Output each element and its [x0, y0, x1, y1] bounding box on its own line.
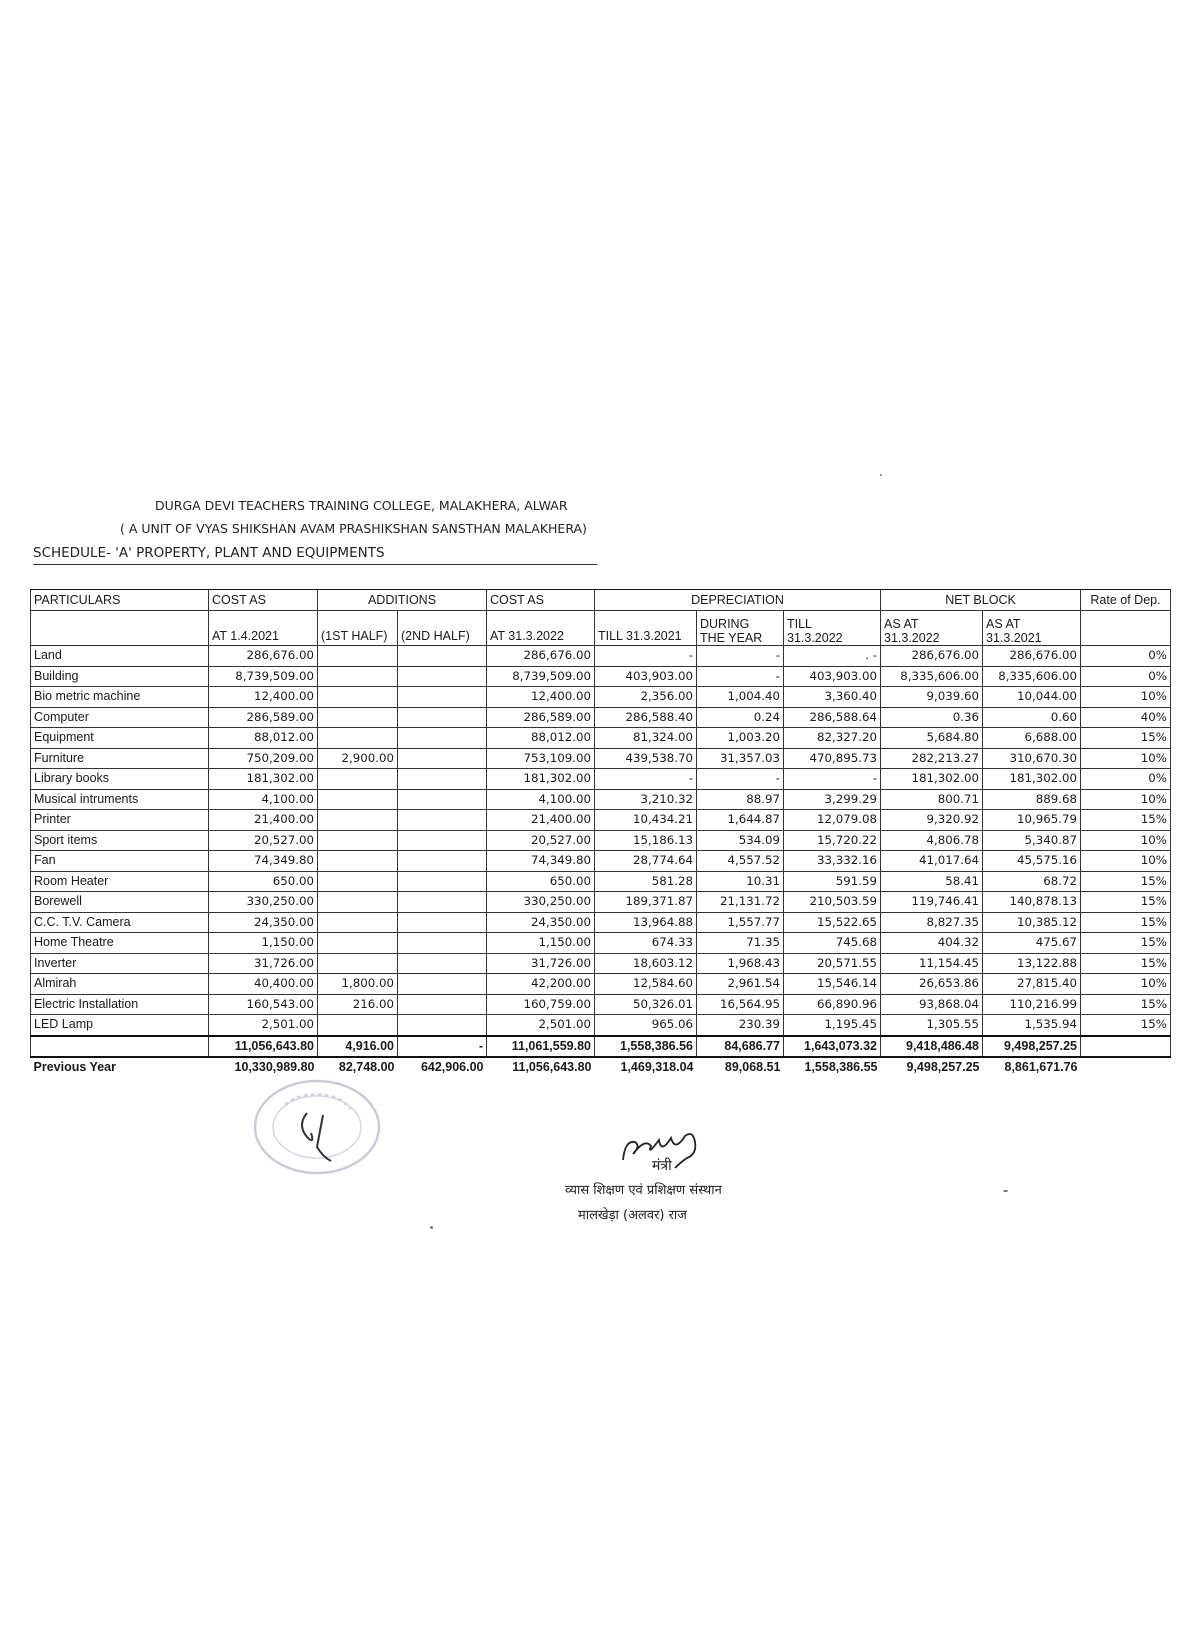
cell-add2: [398, 666, 487, 687]
cell-nb-close: 11,154.45: [881, 953, 983, 974]
asset-name: Inverter: [31, 953, 209, 974]
asset-name: Fan: [31, 851, 209, 872]
signatory-title: मंत्री: [652, 1158, 672, 1174]
total-add-first-half: 4,916.00: [318, 1036, 398, 1058]
cell-nb-close: 4,806.78: [881, 830, 983, 851]
prev-rate-cell: [1081, 1057, 1171, 1077]
cell-dep-year: 0.24: [697, 707, 784, 728]
cell-add2: [398, 769, 487, 790]
cell-nb-open: 889.68: [983, 789, 1081, 810]
table-row: [31, 912, 1171, 933]
cell-dep-open: 3,210.32: [595, 789, 697, 810]
unit-name: ( A UNIT OF VYAS SHIKSHAN AVAM PRASHIKSHAN SANSTHAN MALAKHERA): [120, 521, 587, 536]
cell-dep-year: 21,131.72: [697, 892, 784, 913]
table-row: [31, 994, 1171, 1015]
cell-rate: 10%: [1081, 830, 1171, 851]
cell-add2: [398, 851, 487, 872]
cell-rate: 15%: [1081, 871, 1171, 892]
cell-nb-close: 58.41: [881, 871, 983, 892]
stamp-lettering-arc: [285, 1095, 351, 1109]
table-row: [31, 851, 1171, 872]
asset-name: Borewell: [31, 892, 209, 913]
cell-rate: 15%: [1081, 994, 1171, 1015]
table-row: [31, 666, 1171, 687]
cell-dep-close: 66,890.96: [784, 994, 881, 1015]
cell-cost-close: 181,302.00: [487, 769, 595, 790]
table-row: [31, 748, 1171, 769]
cell-dep-open: 286,588.40: [595, 707, 697, 728]
cell-dep-close: 82,327.20: [784, 728, 881, 749]
cell-nb-open: 0.60: [983, 707, 1081, 728]
cell-cost-close: 24,350.00: [487, 912, 595, 933]
cell-cost-close: 1,150.00: [487, 933, 595, 954]
header-row-2: [31, 611, 1171, 646]
cell-cost-open: 330,250.00: [209, 892, 318, 913]
cell-add2: [398, 892, 487, 913]
prev-cost-open: 10,330,989.80: [234, 1060, 315, 1074]
col-nb-close: [881, 611, 983, 646]
signatory-org-line2: मालखेड़ा (अलवर) राज: [578, 1208, 687, 1223]
col-rate: Rate of Dep.: [1081, 590, 1171, 611]
cell-cost-open: 20,527.00: [209, 830, 318, 851]
cell-add2: [398, 789, 487, 810]
cell-nb-open: 475.67: [983, 933, 1081, 954]
total-dep-year: 84,686.77: [697, 1036, 784, 1058]
cell-add1: [318, 687, 398, 708]
prev-dep-year: 89,068.51: [724, 1060, 781, 1074]
cell-dep-year: 534.09: [697, 830, 784, 851]
cell-rate: 10%: [1081, 687, 1171, 708]
cell-nb-open: 140,878.13: [983, 892, 1081, 913]
cell-add1: [318, 707, 398, 728]
cell-add2: [398, 953, 487, 974]
cell-dep-close: 33,332.16: [784, 851, 881, 872]
cell-dep-close: 3,360.40: [784, 687, 881, 708]
cell-nb-open: 13,122.88: [983, 953, 1081, 974]
asset-name: Bio metric machine: [31, 687, 209, 708]
cell-add1: [318, 769, 398, 790]
cell-nb-close: 119,746.41: [881, 892, 983, 913]
cell-dep-close: 591.59: [784, 871, 881, 892]
table-row: [31, 687, 1171, 708]
col-dep-till-line2: 31.3.2022: [787, 631, 843, 645]
cell-nb-close: 5,684.80: [881, 728, 983, 749]
table-row: [31, 810, 1171, 831]
col-particulars: PARTICULARS: [31, 590, 209, 611]
cell-dep-open: 2,356.00: [595, 687, 697, 708]
cell-add2: [398, 830, 487, 851]
scan-speck: [880, 474, 882, 476]
col-nb-close-line1: AS AT: [884, 617, 919, 631]
cell-rate: 10%: [1081, 789, 1171, 810]
cell-rate: 15%: [1081, 810, 1171, 831]
col-dep-till-close: [784, 611, 881, 646]
cell-dep-close: 210,503.59: [784, 892, 881, 913]
cell-nb-open: 8,335,606.00: [983, 666, 1081, 687]
cell-add2: [398, 912, 487, 933]
cell-add2: [398, 646, 487, 667]
stamp-handwritten-mark: [302, 1113, 312, 1140]
cell-dep-close: 15,720.22: [784, 830, 881, 851]
cell-add2: [398, 994, 487, 1015]
cell-dep-close: 15,522.65: [784, 912, 881, 933]
cell-dep-close: 12,079.08: [784, 810, 881, 831]
cell-cost-close: 2,501.00: [487, 1015, 595, 1036]
cell-cost-close: 42,200.00: [487, 974, 595, 995]
table-row: [31, 769, 1171, 790]
cell-nb-open: 27,815.40: [983, 974, 1081, 995]
table-row: [31, 892, 1171, 913]
col-net-block: NET BLOCK: [881, 590, 1081, 611]
cell-add1: [318, 871, 398, 892]
cell-rate: 40%: [1081, 707, 1171, 728]
total-add-second-half: -: [398, 1036, 487, 1058]
cell-nb-open: 310,670.30: [983, 748, 1081, 769]
cell-add1: 2,900.00: [318, 748, 398, 769]
col-cost-as: COST AS: [209, 590, 318, 611]
cell-rate: 10%: [1081, 748, 1171, 769]
table-row: [31, 707, 1171, 728]
asset-name: LED Lamp: [31, 1015, 209, 1036]
cell-cost-close: 74,349.80: [487, 851, 595, 872]
total-label-cell: [31, 1036, 209, 1058]
cell-cost-open: 750,209.00: [209, 748, 318, 769]
total-dep-open: 1,558,386.56: [595, 1036, 697, 1058]
cell-add2: [398, 810, 487, 831]
cell-cost-open: 40,400.00: [209, 974, 318, 995]
cell-cost-open: 181,302.00: [209, 769, 318, 790]
table-row: [31, 728, 1171, 749]
cell-dep-open: 439,538.70: [595, 748, 697, 769]
cell-cost-close: 160,759.00: [487, 994, 595, 1015]
cell-cost-open: 2,501.00: [209, 1015, 318, 1036]
cell-cost-open: 650.00: [209, 871, 318, 892]
cell-cost-open: 12,400.00: [209, 687, 318, 708]
header-row-1: [31, 590, 1171, 611]
cell-nb-close: 0.36: [881, 707, 983, 728]
cell-cost-close: 21,400.00: [487, 810, 595, 831]
scan-speck: [430, 1226, 433, 1229]
cell-dep-open: 13,964.88: [595, 912, 697, 933]
asset-name: Home Theatre: [31, 933, 209, 954]
table-row: [31, 830, 1171, 851]
cell-nb-open: 5,340.87: [983, 830, 1081, 851]
cell-nb-close: 181,302.00: [881, 769, 983, 790]
cell-dep-year: 1,004.40: [697, 687, 784, 708]
cell-dep-open: -: [595, 769, 697, 790]
cell-cost-close: 12,400.00: [487, 687, 595, 708]
cell-dep-open: -: [595, 646, 697, 667]
cell-nb-close: 8,335,606.00: [881, 666, 983, 687]
col-particulars-blank: [31, 611, 209, 646]
schedule-title-underline: [33, 564, 597, 565]
prev-cost-close: 11,056,643.80: [512, 1060, 592, 1074]
table-row: [31, 1015, 1171, 1036]
cell-cost-close: 286,589.00: [487, 707, 595, 728]
cell-dep-year: 1,968.43: [697, 953, 784, 974]
total-nb-open: 9,498,257.25: [983, 1036, 1081, 1058]
cell-add1: [318, 830, 398, 851]
cell-rate: 15%: [1081, 1015, 1171, 1036]
cell-cost-close: 330,250.00: [487, 892, 595, 913]
cell-dep-year: 10.31: [697, 871, 784, 892]
prev-nb-close: 9,498,257.25: [906, 1060, 980, 1074]
col-nb-close-line2: 31.3.2022: [884, 631, 940, 645]
cell-add1: [318, 789, 398, 810]
cell-dep-open: 81,324.00: [595, 728, 697, 749]
asset-name: C.C. T.V. Camera: [31, 912, 209, 933]
cell-dep-close: 470,895.73: [784, 748, 881, 769]
cell-nb-close: 1,305.55: [881, 1015, 983, 1036]
cell-nb-close: 9,320.92: [881, 810, 983, 831]
cell-nb-open: 286,676.00: [983, 646, 1081, 667]
asset-name: Printer: [31, 810, 209, 831]
cell-add1: [318, 666, 398, 687]
cell-cost-close: 4,100.00: [487, 789, 595, 810]
cell-dep-open: 18,603.12: [595, 953, 697, 974]
total-dep-close: 1,643,073.32: [784, 1036, 881, 1058]
cell-dep-year: 230.39: [697, 1015, 784, 1036]
cell-cost-open: 1,150.00: [209, 933, 318, 954]
cell-add1: [318, 851, 398, 872]
stamp-handwritten-stroke: [317, 1115, 331, 1161]
asset-name: Furniture: [31, 748, 209, 769]
cell-nb-close: 26,653.86: [881, 974, 983, 995]
cell-nb-open: 45,575.16: [983, 851, 1081, 872]
previous-year-label: Previous Year: [33, 1060, 116, 1074]
asset-rows: [31, 646, 1171, 1036]
cell-add1: [318, 933, 398, 954]
cell-dep-year: 88.97: [697, 789, 784, 810]
cell-dep-year: 71.35: [697, 933, 784, 954]
asset-name: Computer: [31, 707, 209, 728]
cell-nb-close: 93,868.04: [881, 994, 983, 1015]
total-rate-cell: [1081, 1036, 1171, 1058]
cell-nb-close: 404.32: [881, 933, 983, 954]
cell-add2: [398, 687, 487, 708]
cell-add2: [398, 933, 487, 954]
cell-add2: [398, 728, 487, 749]
cell-add1: [318, 1015, 398, 1036]
cell-dep-open: 50,326.01: [595, 994, 697, 1015]
cell-nb-open: 10,044.00: [983, 687, 1081, 708]
cell-nb-close: 282,213.27: [881, 748, 983, 769]
cell-add1: [318, 810, 398, 831]
cell-dep-year: 31,357.03: [697, 748, 784, 769]
col-dep-during-line1: DURING: [700, 617, 750, 631]
cell-cost-open: 160,543.00: [209, 994, 318, 1015]
cell-dep-close: 403,903.00: [784, 666, 881, 687]
total-cost-open: 11,056,643.80: [209, 1036, 318, 1058]
cell-dep-close: 20,571.55: [784, 953, 881, 974]
cell-add1: 1,800.00: [318, 974, 398, 995]
total-cost-close: 11,061,559.80: [487, 1036, 595, 1058]
cell-add2: [398, 748, 487, 769]
table-row: [31, 646, 1171, 667]
cell-rate: 0%: [1081, 646, 1171, 667]
cell-dep-close: . -: [784, 646, 881, 667]
cell-dep-year: -: [697, 646, 784, 667]
asset-name: Room Heater: [31, 871, 209, 892]
cell-add1: 216.00: [318, 994, 398, 1015]
cell-dep-year: 2,961.54: [697, 974, 784, 995]
cell-nb-close: 8,827.35: [881, 912, 983, 933]
cell-dep-open: 10,434.21: [595, 810, 697, 831]
cell-rate: 0%: [1081, 666, 1171, 687]
cell-cost-close: 286,676.00: [487, 646, 595, 667]
cell-dep-year: -: [697, 769, 784, 790]
college-name: DURGA DEVI TEACHERS TRAINING COLLEGE, MALAKHERA, ALWAR: [155, 498, 568, 513]
cell-cost-open: 21,400.00: [209, 810, 318, 831]
cell-nb-open: 6,688.00: [983, 728, 1081, 749]
cell-add1: [318, 892, 398, 913]
prev-nb-open: 8,861,671.76: [1004, 1060, 1078, 1074]
total-nb-close: 9,418,486.48: [881, 1036, 983, 1058]
cell-cost-close: 8,739,509.00: [487, 666, 595, 687]
asset-name: Land: [31, 646, 209, 667]
schedule-title: SCHEDULE- 'A' PROPERTY, PLANT AND EQUIPMENTS: [33, 545, 385, 561]
col-nb-open: [983, 611, 1081, 646]
cell-cost-close: 88,012.00: [487, 728, 595, 749]
cell-nb-close: 800.71: [881, 789, 983, 810]
cell-add1: [318, 912, 398, 933]
col-dep-till-open: TILL 31.3.2021: [595, 611, 697, 646]
table-row: [31, 933, 1171, 954]
col-first-half: (1ST HALF): [318, 611, 398, 646]
cell-dep-open: 15,186.13: [595, 830, 697, 851]
cell-dep-close: 745.68: [784, 933, 881, 954]
cell-add1: [318, 728, 398, 749]
col-cost-open: AT 1.4.2021: [209, 611, 318, 646]
asset-name: Building: [31, 666, 209, 687]
cell-dep-year: 1,644.87: [697, 810, 784, 831]
cell-cost-open: 31,726.00: [209, 953, 318, 974]
table-row: [31, 871, 1171, 892]
cell-rate: 15%: [1081, 953, 1171, 974]
cell-rate: 10%: [1081, 851, 1171, 872]
col-nb-open-line1: AS AT: [986, 617, 1021, 631]
cell-dep-year: 16,564.95: [697, 994, 784, 1015]
prev-add-second-half: 642,906.00: [420, 1060, 484, 1074]
asset-name: Sport items: [31, 830, 209, 851]
col-dep-during: [697, 611, 784, 646]
cell-nb-open: 1,535.94: [983, 1015, 1081, 1036]
asset-name: Electric Installation: [31, 994, 209, 1015]
asset-name: Library books: [31, 769, 209, 790]
prev-dep-open: 1,469,318.04: [620, 1060, 694, 1074]
cell-dep-close: 1,195.45: [784, 1015, 881, 1036]
col-rate-blank: [1081, 611, 1171, 646]
cell-add1: [318, 953, 398, 974]
cell-dep-close: 286,588.64: [784, 707, 881, 728]
cell-dep-open: 12,584.60: [595, 974, 697, 995]
cell-add2: [398, 1015, 487, 1036]
col-additions: ADDITIONS: [318, 590, 487, 611]
cell-rate: 15%: [1081, 728, 1171, 749]
college-stamp: [245, 1075, 395, 1175]
cell-add2: [398, 871, 487, 892]
asset-name: Almirah: [31, 974, 209, 995]
asset-name: Musical intruments: [31, 789, 209, 810]
schedule-table: [30, 589, 1171, 1077]
cell-nb-open: 181,302.00: [983, 769, 1081, 790]
cell-dep-open: 581.28: [595, 871, 697, 892]
cell-cost-open: 88,012.00: [209, 728, 318, 749]
cell-add2: [398, 974, 487, 995]
cell-nb-open: 10,965.79: [983, 810, 1081, 831]
cell-nb-close: 9,039.60: [881, 687, 983, 708]
cell-nb-close: 286,676.00: [881, 646, 983, 667]
cell-cost-open: 4,100.00: [209, 789, 318, 810]
cell-dep-close: 15,546.14: [784, 974, 881, 995]
cell-cost-close: 650.00: [487, 871, 595, 892]
previous-year-row: [31, 1057, 1171, 1077]
prev-add-first-half: 82,748.00: [338, 1060, 395, 1074]
cell-dep-close: 3,299.29: [784, 789, 881, 810]
total-row: [31, 1036, 1171, 1058]
col-cost-close: AT 31.3.2022: [487, 611, 595, 646]
table-row: [31, 953, 1171, 974]
cell-dep-year: 4,557.52: [697, 851, 784, 872]
cell-dep-year: 1,003.20: [697, 728, 784, 749]
table-row: [31, 789, 1171, 810]
cell-cost-open: 286,589.00: [209, 707, 318, 728]
cell-dep-open: 965.06: [595, 1015, 697, 1036]
scan-speck: [1003, 1190, 1008, 1192]
cell-cost-open: 74,349.80: [209, 851, 318, 872]
cell-cost-close: 753,109.00: [487, 748, 595, 769]
asset-name: Equipment: [31, 728, 209, 749]
col-nb-open-line2: 31.3.2021: [986, 631, 1042, 645]
cell-cost-open: 24,350.00: [209, 912, 318, 933]
cell-rate: 15%: [1081, 933, 1171, 954]
cell-cost-close: 20,527.00: [487, 830, 595, 851]
col-dep-till-line1: TILL: [787, 617, 813, 631]
cell-nb-open: 110,216.99: [983, 994, 1081, 1015]
cell-cost-open: 286,676.00: [209, 646, 318, 667]
cell-dep-close: -: [784, 769, 881, 790]
prev-dep-close: 1,558,386.55: [804, 1060, 878, 1074]
col-second-half: (2ND HALF): [398, 611, 487, 646]
cell-dep-year: 1,557.77: [697, 912, 784, 933]
cell-cost-close: 31,726.00: [487, 953, 595, 974]
cell-dep-open: 403,903.00: [595, 666, 697, 687]
table-row: [31, 974, 1171, 995]
cell-rate: 15%: [1081, 912, 1171, 933]
cell-add1: [318, 646, 398, 667]
cell-dep-year: -: [697, 666, 784, 687]
col-depreciation: DEPRECIATION: [595, 590, 881, 611]
cell-rate: 15%: [1081, 892, 1171, 913]
cell-rate: 10%: [1081, 974, 1171, 995]
cell-nb-open: 10,385.12: [983, 912, 1081, 933]
cell-cost-open: 8,739,509.00: [209, 666, 318, 687]
col-dep-during-line2: THE YEAR: [700, 631, 763, 645]
cell-nb-close: 41,017.64: [881, 851, 983, 872]
cell-nb-open: 68.72: [983, 871, 1081, 892]
cell-dep-open: 28,774.64: [595, 851, 697, 872]
cell-rate: 0%: [1081, 769, 1171, 790]
cell-add2: [398, 707, 487, 728]
cell-dep-open: 189,371.87: [595, 892, 697, 913]
col-cost-as-close: COST AS: [487, 590, 595, 611]
cell-dep-open: 674.33: [595, 933, 697, 954]
signatory-org-line1: व्यास शिक्षण एवं प्रशिक्षण संस्थान: [565, 1183, 722, 1198]
